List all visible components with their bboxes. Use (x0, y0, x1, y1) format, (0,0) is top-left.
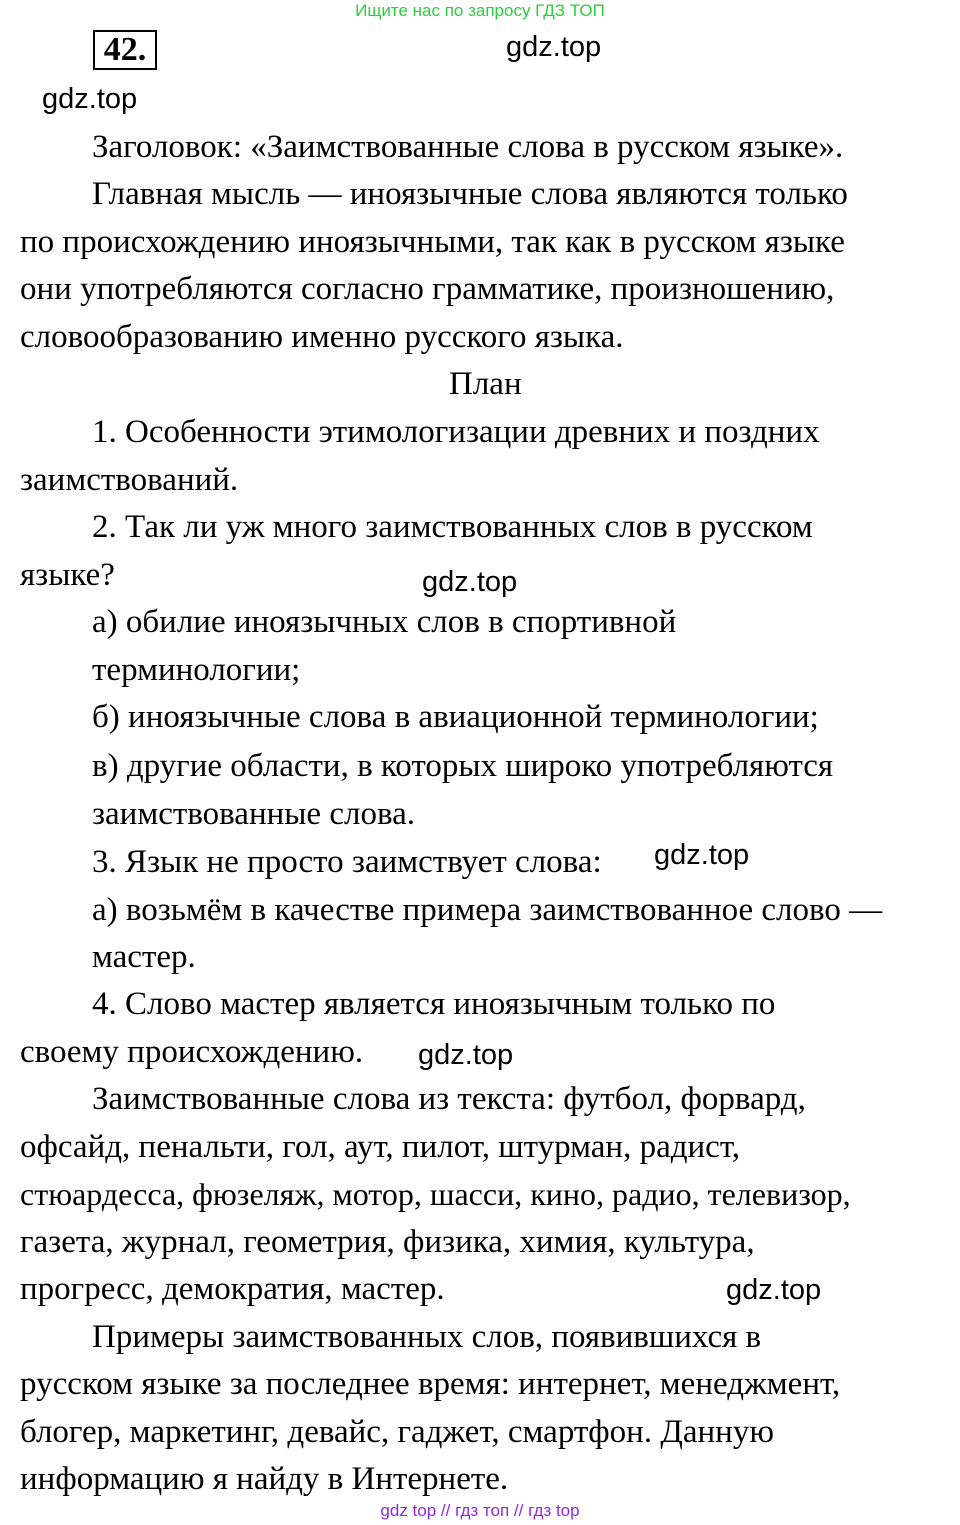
text-line: русском языке за последнее время: интернет, менеджмент, (20, 1366, 841, 1402)
text-line: Примеры заимствованных слов, появившихся в (92, 1319, 762, 1355)
watermark: gdz.top (654, 839, 750, 871)
watermark: gdz.top (506, 31, 602, 63)
text-line: офсайд, пенальти, гол, аут, пилот, штурман, радист, (20, 1129, 741, 1165)
text-line: газета, журнал, геометрия, физика, химия, культура, (20, 1224, 755, 1260)
text-line: языке? (20, 557, 115, 593)
text-line: они употребляются согласно грамматике, произношению, (20, 271, 835, 307)
text-line: информацию я найду в Интернете. (20, 1461, 509, 1497)
footer-links[interactable]: gdz top // гдз топ // гдз top (380, 1501, 580, 1520)
text-line: блогер, маркетинг, девайс, гаджет, смартфон. Данную (20, 1414, 774, 1450)
text-line: 2. Так ли уж много заимствованных слов в русском (92, 509, 813, 545)
text-line: Главная мысль — иноязычные слова являются только (92, 176, 848, 212)
plan-heading: План (449, 366, 522, 402)
text-line: стюардесса, фюзеляж, мотор, шасси, кино, радио, телевизор, (20, 1176, 851, 1212)
text-line: а) возьмём в качестве примера заимствованное слово — (92, 892, 883, 928)
text-line: Заимствованные слова из текста: футбол, форвард, (92, 1081, 806, 1117)
watermark: gdz.top (42, 83, 138, 115)
text-line: прогресс, демократия, мастер. (20, 1271, 445, 1307)
text-line: своему происхождению. (20, 1034, 364, 1070)
watermark: gdz.top (422, 566, 518, 598)
text-line: б) иноязычные слова в авиационной терминологии; (92, 699, 819, 735)
text-line: мастер. (92, 939, 196, 975)
watermark: gdz.top (726, 1274, 822, 1306)
text-line: 3. Язык не просто заимствует слова: (92, 844, 602, 880)
text-line: словообразованию именно русского языка. (20, 319, 624, 355)
text-line: заимствований. (20, 462, 239, 498)
text-line: по происхождению иноязычными, так как в русском языке (20, 224, 845, 260)
text-line: а) обилие иноязычных слов в спортивной (92, 604, 677, 640)
text-line: 4. Слово мастер является иноязычным только по (92, 986, 776, 1022)
text-line: Заголовок: «Заимствованные слова в русском языке». (92, 129, 844, 165)
watermark: gdz.top (418, 1039, 514, 1071)
top-banner-link[interactable]: Ищите нас по запросу ГДЗ ТОП (355, 1, 605, 20)
text-line: терминологии; (92, 652, 301, 688)
text-line: в) другие области, в которых широко употребляются (92, 748, 834, 784)
text-line: 1. Особенности этимологизации древних и поздних (92, 414, 820, 450)
text-line: заимствованные слова. (92, 796, 415, 832)
exercise-number: 42. (93, 30, 157, 70)
